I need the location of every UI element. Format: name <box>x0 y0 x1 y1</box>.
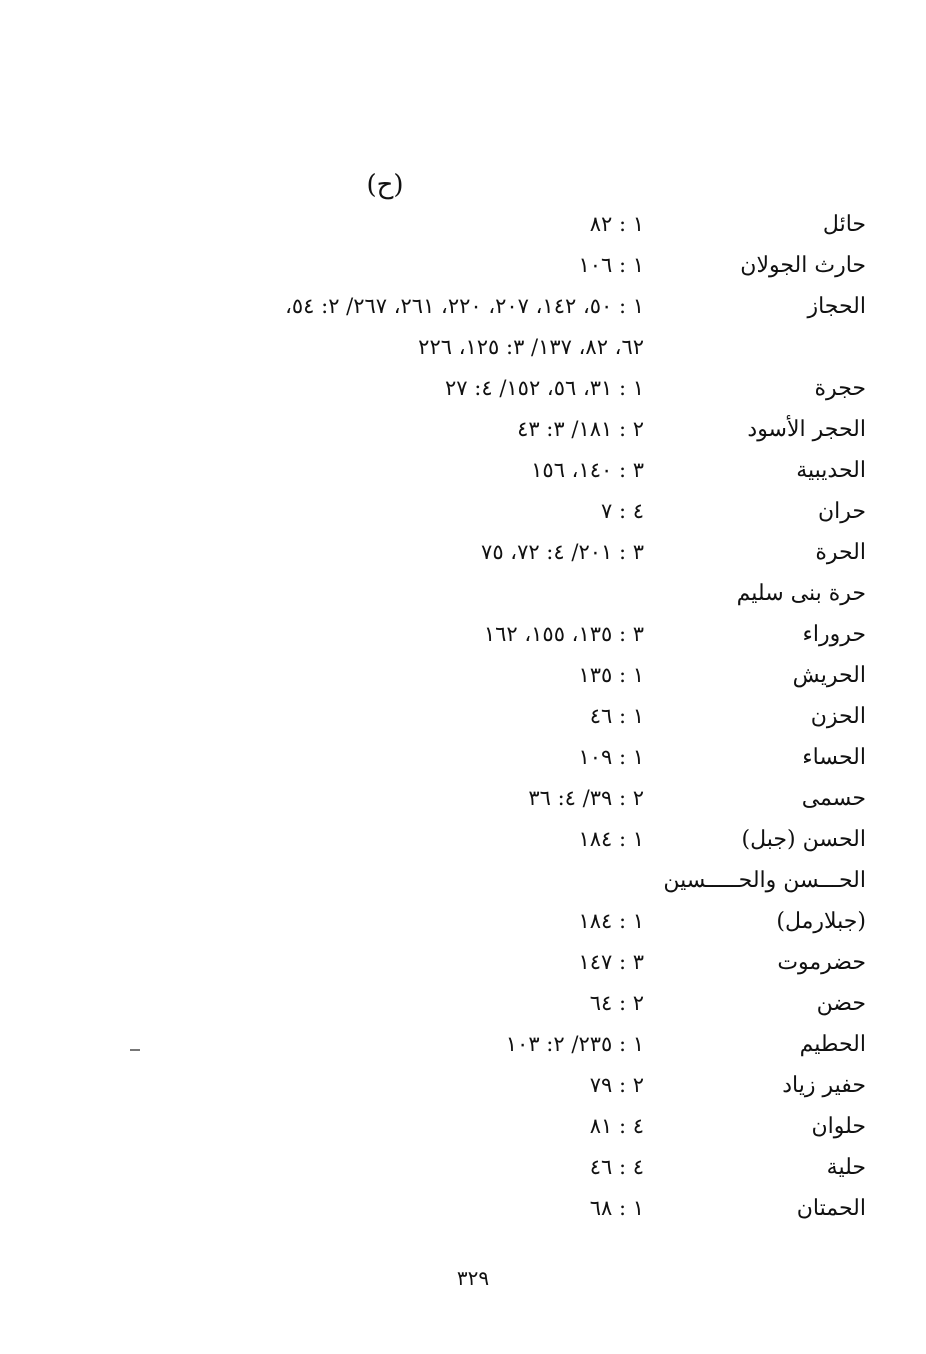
entry-term: الحسن (جبل) <box>741 827 866 852</box>
entry-references: ٢ : ١٨١/ ٣: ٤٣ <box>517 417 644 441</box>
index-entry <box>0 454 926 495</box>
entry-term: حائل <box>822 212 866 237</box>
index-entry <box>0 741 926 782</box>
index-entry <box>0 413 926 454</box>
entry-term: حرة بنى سليم <box>736 581 866 606</box>
entry-term: حضن <box>816 991 866 1016</box>
index-entry <box>0 1110 926 1151</box>
entry-references: ١ : ٢٣٥/ ٢: ١٠٣ <box>505 1032 644 1056</box>
index-entry <box>0 864 926 905</box>
entry-references: ٦٢، ٨٢، ١٣٧/ ٣: ١٢٥، ٢٢٦ <box>418 335 644 359</box>
index-entry <box>0 823 926 864</box>
index-entry <box>0 577 926 618</box>
entry-references: ١ : ٣١، ٥٦، ١٥٢/ ٤: ٢٧ <box>445 376 644 400</box>
index-entry <box>0 536 926 577</box>
entry-term: حلية <box>826 1155 866 1180</box>
index-entry <box>0 905 926 946</box>
entry-references: ١ : ١٨٤ <box>578 827 644 851</box>
index-entry <box>0 372 926 413</box>
entry-term: (جبلارمل) <box>776 909 866 934</box>
entry-references: ١ : ١٠٦ <box>578 253 644 277</box>
entry-references: ٢ : ٧٩ <box>589 1073 644 1097</box>
entry-term: الحديبية <box>796 458 866 483</box>
entry-term: الحريش <box>792 663 866 688</box>
entry-references: ٣ : ٢٠١/ ٤: ٧٢، ٧٥ <box>481 540 644 564</box>
entry-references: ١ : ٦٨ <box>589 1196 644 1220</box>
entry-term: الحجر الأسود <box>747 417 866 442</box>
index-entry <box>0 1192 926 1233</box>
entry-references: ٤ : ٤٦ <box>589 1155 644 1179</box>
entry-references: ٣ : ١٤٧ <box>578 950 644 974</box>
page-number: ٣٢٩ <box>456 1266 490 1290</box>
entry-term: حضرموت <box>777 950 866 975</box>
index-list <box>0 208 926 1233</box>
entry-references: ١ : ١٣٥ <box>578 663 644 687</box>
scan-mark <box>130 1049 140 1051</box>
entry-term: الحزن <box>810 704 866 729</box>
index-entry <box>0 208 926 249</box>
entry-term: حفير زياد <box>782 1073 866 1098</box>
entry-term: الحطيم <box>799 1032 866 1057</box>
index-entry <box>0 946 926 987</box>
entry-references: ١ : ١٠٩ <box>578 745 644 769</box>
index-entry <box>0 1151 926 1192</box>
entry-term: حران <box>817 499 866 524</box>
entry-references: ١ : ٥٠، ١٤٢، ٢٠٧، ٢٢٠، ٢٦١، ٢٦٧/ ٢: ٥٤، <box>285 294 644 318</box>
entry-term: الحساء <box>802 745 866 770</box>
entry-term: حارث الجولان <box>740 253 866 278</box>
entry-references: ٢ : ٦٤ <box>589 991 644 1015</box>
entry-term: حروراء <box>802 622 866 647</box>
entry-references: ١ : ٨٢ <box>589 212 644 236</box>
entry-references: ٣ : ١٤٠، ١٥٦ <box>531 458 644 482</box>
entry-term: الحجاز <box>807 294 866 319</box>
index-entry <box>0 618 926 659</box>
index-entry <box>0 782 926 823</box>
entry-term: حلوان <box>811 1114 866 1139</box>
entry-references: ٣ : ١٣٥، ١٥٥، ١٦٢ <box>483 622 644 646</box>
index-entry <box>0 249 926 290</box>
index-entry <box>0 987 926 1028</box>
index-entry <box>0 495 926 536</box>
entry-term: الحرة <box>815 540 866 565</box>
entry-references: ١ : ٤٦ <box>589 704 644 728</box>
index-entry <box>0 1069 926 1110</box>
index-entry <box>0 290 926 331</box>
index-entry <box>0 700 926 741</box>
entry-term: الحـــسن والحـــــسين <box>663 868 866 893</box>
entry-references: ٤ : ٨١ <box>589 1114 644 1138</box>
entry-term: حجرة <box>814 376 866 401</box>
entry-references: ١ : ١٨٤ <box>578 909 644 933</box>
entry-term: حسمى <box>801 786 866 811</box>
entry-term: الحمتان <box>796 1196 866 1221</box>
entry-references: ٢ : ٣٩/ ٤: ٣٦ <box>528 786 644 810</box>
index-entry <box>0 659 926 700</box>
index-entry <box>0 331 926 372</box>
section-heading: (ح) <box>366 170 404 200</box>
entry-references: ٤ : ٧ <box>601 499 644 523</box>
